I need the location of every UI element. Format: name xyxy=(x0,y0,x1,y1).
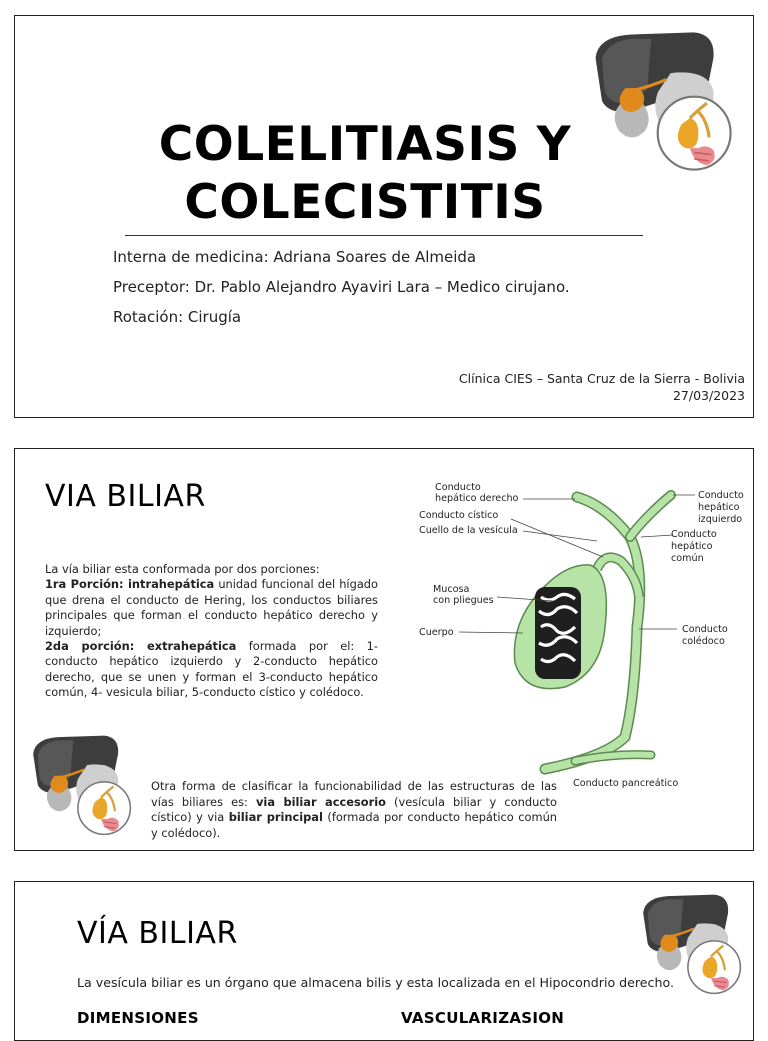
accessory-term: via biliar accesorio xyxy=(255,794,386,809)
label-hepatico-izquierdo-1: Conducto xyxy=(698,490,744,501)
intern-line: Interna de medicina: Adriana Soares de Almeida xyxy=(113,248,477,266)
portion-2-title: 2da porción: extrahepática xyxy=(45,639,237,654)
label-mucosa-2: con pliegues xyxy=(433,595,494,606)
via-biliar-slide-2 xyxy=(14,881,754,1041)
principal-term: biliar principal xyxy=(228,810,323,825)
presentation-date: 27/03/2023 xyxy=(672,388,745,403)
label-hepatico-comun-2: hepático xyxy=(671,541,713,552)
label-pancreatico: Conducto pancreático xyxy=(573,778,679,789)
clinic-info xyxy=(459,370,745,404)
slide-heading: VIA BILIAR xyxy=(45,479,206,514)
label-cuello: Cuello de la vesícula xyxy=(419,525,518,536)
vascularization-heading: VASCULARIZASION xyxy=(401,1009,565,1027)
label-cistico: Conducto cístico xyxy=(419,510,499,521)
title-divider xyxy=(125,235,643,236)
classification-text-2: (vesícula biliar y conducto cístico) y via xyxy=(151,794,557,825)
classification-text-3: (formada por conducto hepático común y colédoco). xyxy=(151,810,558,840)
clinic-name: Clínica CIES – Santa Cruz de la Sierra - Bolivia xyxy=(458,371,745,386)
biliary-description xyxy=(45,562,378,701)
intro-text: La vía biliar esta conformada por dos porciones: xyxy=(45,562,320,576)
preceptor-line: Preceptor: Dr. Pablo Alejandro Ayaviri Lara – Medico cirujano. xyxy=(113,278,570,296)
label-hepatico-comun-3: común xyxy=(671,553,704,564)
dimensions-heading: DIMENSIONES xyxy=(77,1009,199,1027)
label-hepatico-izquierdo-3: izquierdo xyxy=(698,514,743,525)
bile-duct-diagram xyxy=(415,477,751,797)
title-slide xyxy=(14,15,754,418)
classification-text-1: Otra forma de clasificar la funcionabilidad de las estructuras de las vías biliares es: xyxy=(151,779,557,809)
liver-gallbladder-illustration xyxy=(587,26,737,176)
liver-gallbladder-illustration xyxy=(637,890,745,998)
label-mucosa-1: Mucosa xyxy=(433,584,470,595)
label-hepatico-derecho-2: hepático derecho xyxy=(435,493,519,504)
liver-gallbladder-illustration xyxy=(27,731,135,839)
portion-2-text: formada por el: 1- conducto hepático izquierdo y 2-conducto hepático derecho, que se unen y forman el 3-conducto hepático común, 4- vesicula biliar, 5-conducto cístico y colédoco. xyxy=(45,639,378,700)
label-coledoco-2: colédoco xyxy=(682,636,725,647)
slide-heading: VÍA BILIAR xyxy=(77,916,238,951)
title-line-1: COLELITIASIS Y xyxy=(158,117,572,172)
label-coledoco-1: Conducto xyxy=(682,624,728,635)
via-biliar-slide xyxy=(14,448,754,851)
label-hepatico-izquierdo-2: hepático xyxy=(698,502,740,513)
label-cuerpo: Cuerpo xyxy=(419,627,454,638)
portion-1-title: 1ra Porción: intrahepática xyxy=(45,577,215,592)
gallbladder-description: La vesícula biliar es un órgano que almacena bilis y esta localizada en el Hipocondrio derecho. xyxy=(77,975,674,990)
presentation-title xyxy=(125,116,605,232)
label-hepatico-derecho-1: Conducto xyxy=(435,482,481,493)
label-hepatico-comun-1: Conducto xyxy=(671,529,717,540)
title-line-2: COLECISTITIS xyxy=(184,175,546,230)
rotation-line: Rotación: Cirugía xyxy=(113,308,242,326)
portion-1-text: unidad funcional del hígado que drena el conducto de Hering, los conductos biliares principales que forman el conducto hepático derecho y izquierdo; xyxy=(45,577,379,638)
